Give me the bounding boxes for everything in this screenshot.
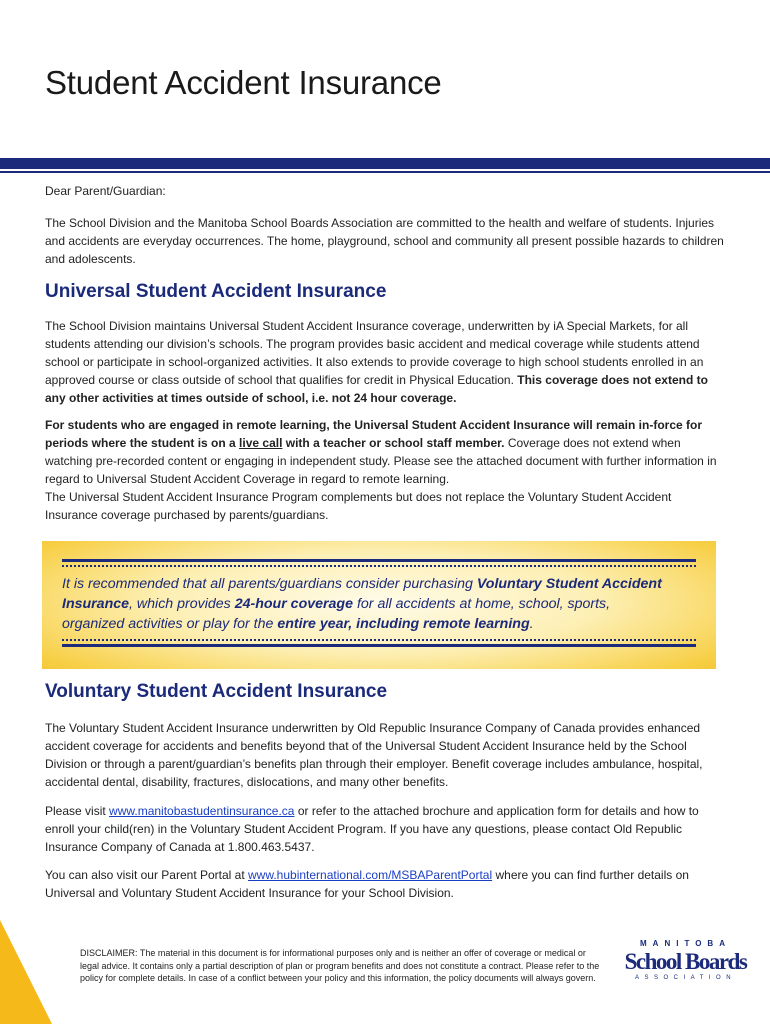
universal-p1-text: The School Division maintains Universal Student Accident Insurance coverage, underwritten by iA Special Markets, for all students attending our division’s schools. The program provides basic accident and medical coverage while students attend school or participate in school-organized activities. It also extends to provide coverage to high school students enrolled in an approved course or class outside of school that qualifies for credit in Physical Education. <box>45 319 704 387</box>
universal-paragraph-2 <box>45 416 725 524</box>
universal-p2-bold-b: with a teacher or school staff member. <box>285 436 505 450</box>
voluntary-paragraph-2 <box>45 802 725 856</box>
intro-paragraph <box>45 214 725 268</box>
universal-paragraph-1 <box>45 317 725 407</box>
callout-bottom-dots <box>62 639 696 641</box>
voluntary-p2-text-a: Please visit <box>45 804 106 818</box>
callout-bottom-line <box>62 644 696 647</box>
voluntary-p2-text-b: or refer to the attached brochure and application form for details and how to enroll your child(ren) in the Voluntary Student Accident Program. If you have any questions, please contact Old Republic Insurance Company of Canada at 1.800.463.5437. <box>45 804 699 854</box>
corner-accent <box>0 920 52 1024</box>
header-rule-thick <box>0 158 770 169</box>
callout-text <box>62 574 662 634</box>
greeting-text: Dear Parent/Guardian: <box>45 184 166 198</box>
disclaimer: DISCLAIMER: The material in this document is for informational purposes only and is neither an offer of coverage or medical or legal advice. It contains only a partial description of plan or program benefits and does not constitute a contract. Please refer to the policy for complete details. In case of a conflict between your policy and this information, the policy documents will always govern. <box>80 948 600 983</box>
callout-text-3: for all accidents at home, school, sports, organized activities or play for the <box>62 596 611 632</box>
universal-p3-text: The Universal Student Accident Insurance Program complements but does not replace the Voluntary Student Accident Insurance coverage purchased by parents/guardians. <box>45 490 672 522</box>
greeting <box>45 182 725 200</box>
page-title: Student Accident Insurance <box>45 64 442 101</box>
callout-text-2: , which provides <box>129 596 231 612</box>
universal-p2-text: Coverage does not extend when watching pre-recorded content or engaging in independent study. Please see the attached document with further information in regard to Universal Student Accident Coverage in regard to remote learning. <box>45 436 717 486</box>
callout-top-line <box>62 559 696 562</box>
universal-p2-underline: live call <box>239 436 283 450</box>
voluntary-p3-text-b: where you can find further details on Universal and Voluntary Student Accident Insurance for your School Division. <box>45 868 689 900</box>
callout-bold-3: entire year, including remote learning <box>277 616 530 632</box>
voluntary-p1-text: The Voluntary Student Accident Insurance underwritten by Old Republic Insurance Company of Canada provides enhanced accident coverage for accidents and benefits beyond that of the Universal Student Accident Insurance held by the School Division or through a parent/guardian’s benefits plan through their employer. Benefit coverage includes ambulance, hospital, accidental dental, disability, fractures, dislocations, and many other benefits. <box>45 721 703 789</box>
voluntary-paragraph-3 <box>45 866 725 902</box>
manitoba-student-insurance-link[interactable]: www.manitobastudentinsurance.ca <box>109 804 295 818</box>
universal-p2-bold-a: For students who are engaged in remote learning, the Universal Student Accident Insurance will remain in-force for periods where the student is on a <box>45 418 703 450</box>
voluntary-heading: Voluntary Student Accident Insurance <box>45 681 388 702</box>
callout-text-4: . <box>529 616 534 632</box>
recommendation-callout <box>42 541 716 669</box>
intro-text: The School Division and the Manitoba School Boards Association are committed to the health and welfare of students. Injuries and accidents are everyday occurrences. The home, playground, school and community all present possible hazards to children and adolescents. <box>45 216 724 266</box>
universal-heading: Universal Student Accident Insurance <box>45 281 387 302</box>
logo-main-text: School Boards <box>624 949 747 974</box>
callout-bold-2: 24-hour coverage <box>234 596 353 612</box>
header-rule-thin <box>0 171 770 173</box>
voluntary-paragraph-1 <box>45 719 725 791</box>
msba-logo <box>618 939 753 989</box>
callout-top-dots <box>62 565 696 567</box>
universal-p1-bold: This coverage does not extend to any other activities at times outside of school, i.e. not 24 hour coverage. <box>45 373 708 405</box>
callout-bold-1: Voluntary Student Accident Insurance <box>62 576 662 612</box>
logo-bottom-text: ASSOCIATION <box>634 975 737 981</box>
parent-portal-link[interactable]: www.hubinternational.com/MSBAParentPortal <box>248 868 493 882</box>
callout-text-1: It is recommended that all parents/guardians consider purchasing <box>62 576 473 592</box>
logo-top-text: MANITOBA <box>640 939 731 948</box>
voluntary-p3-text-a: You can also visit our Parent Portal at <box>45 868 245 882</box>
